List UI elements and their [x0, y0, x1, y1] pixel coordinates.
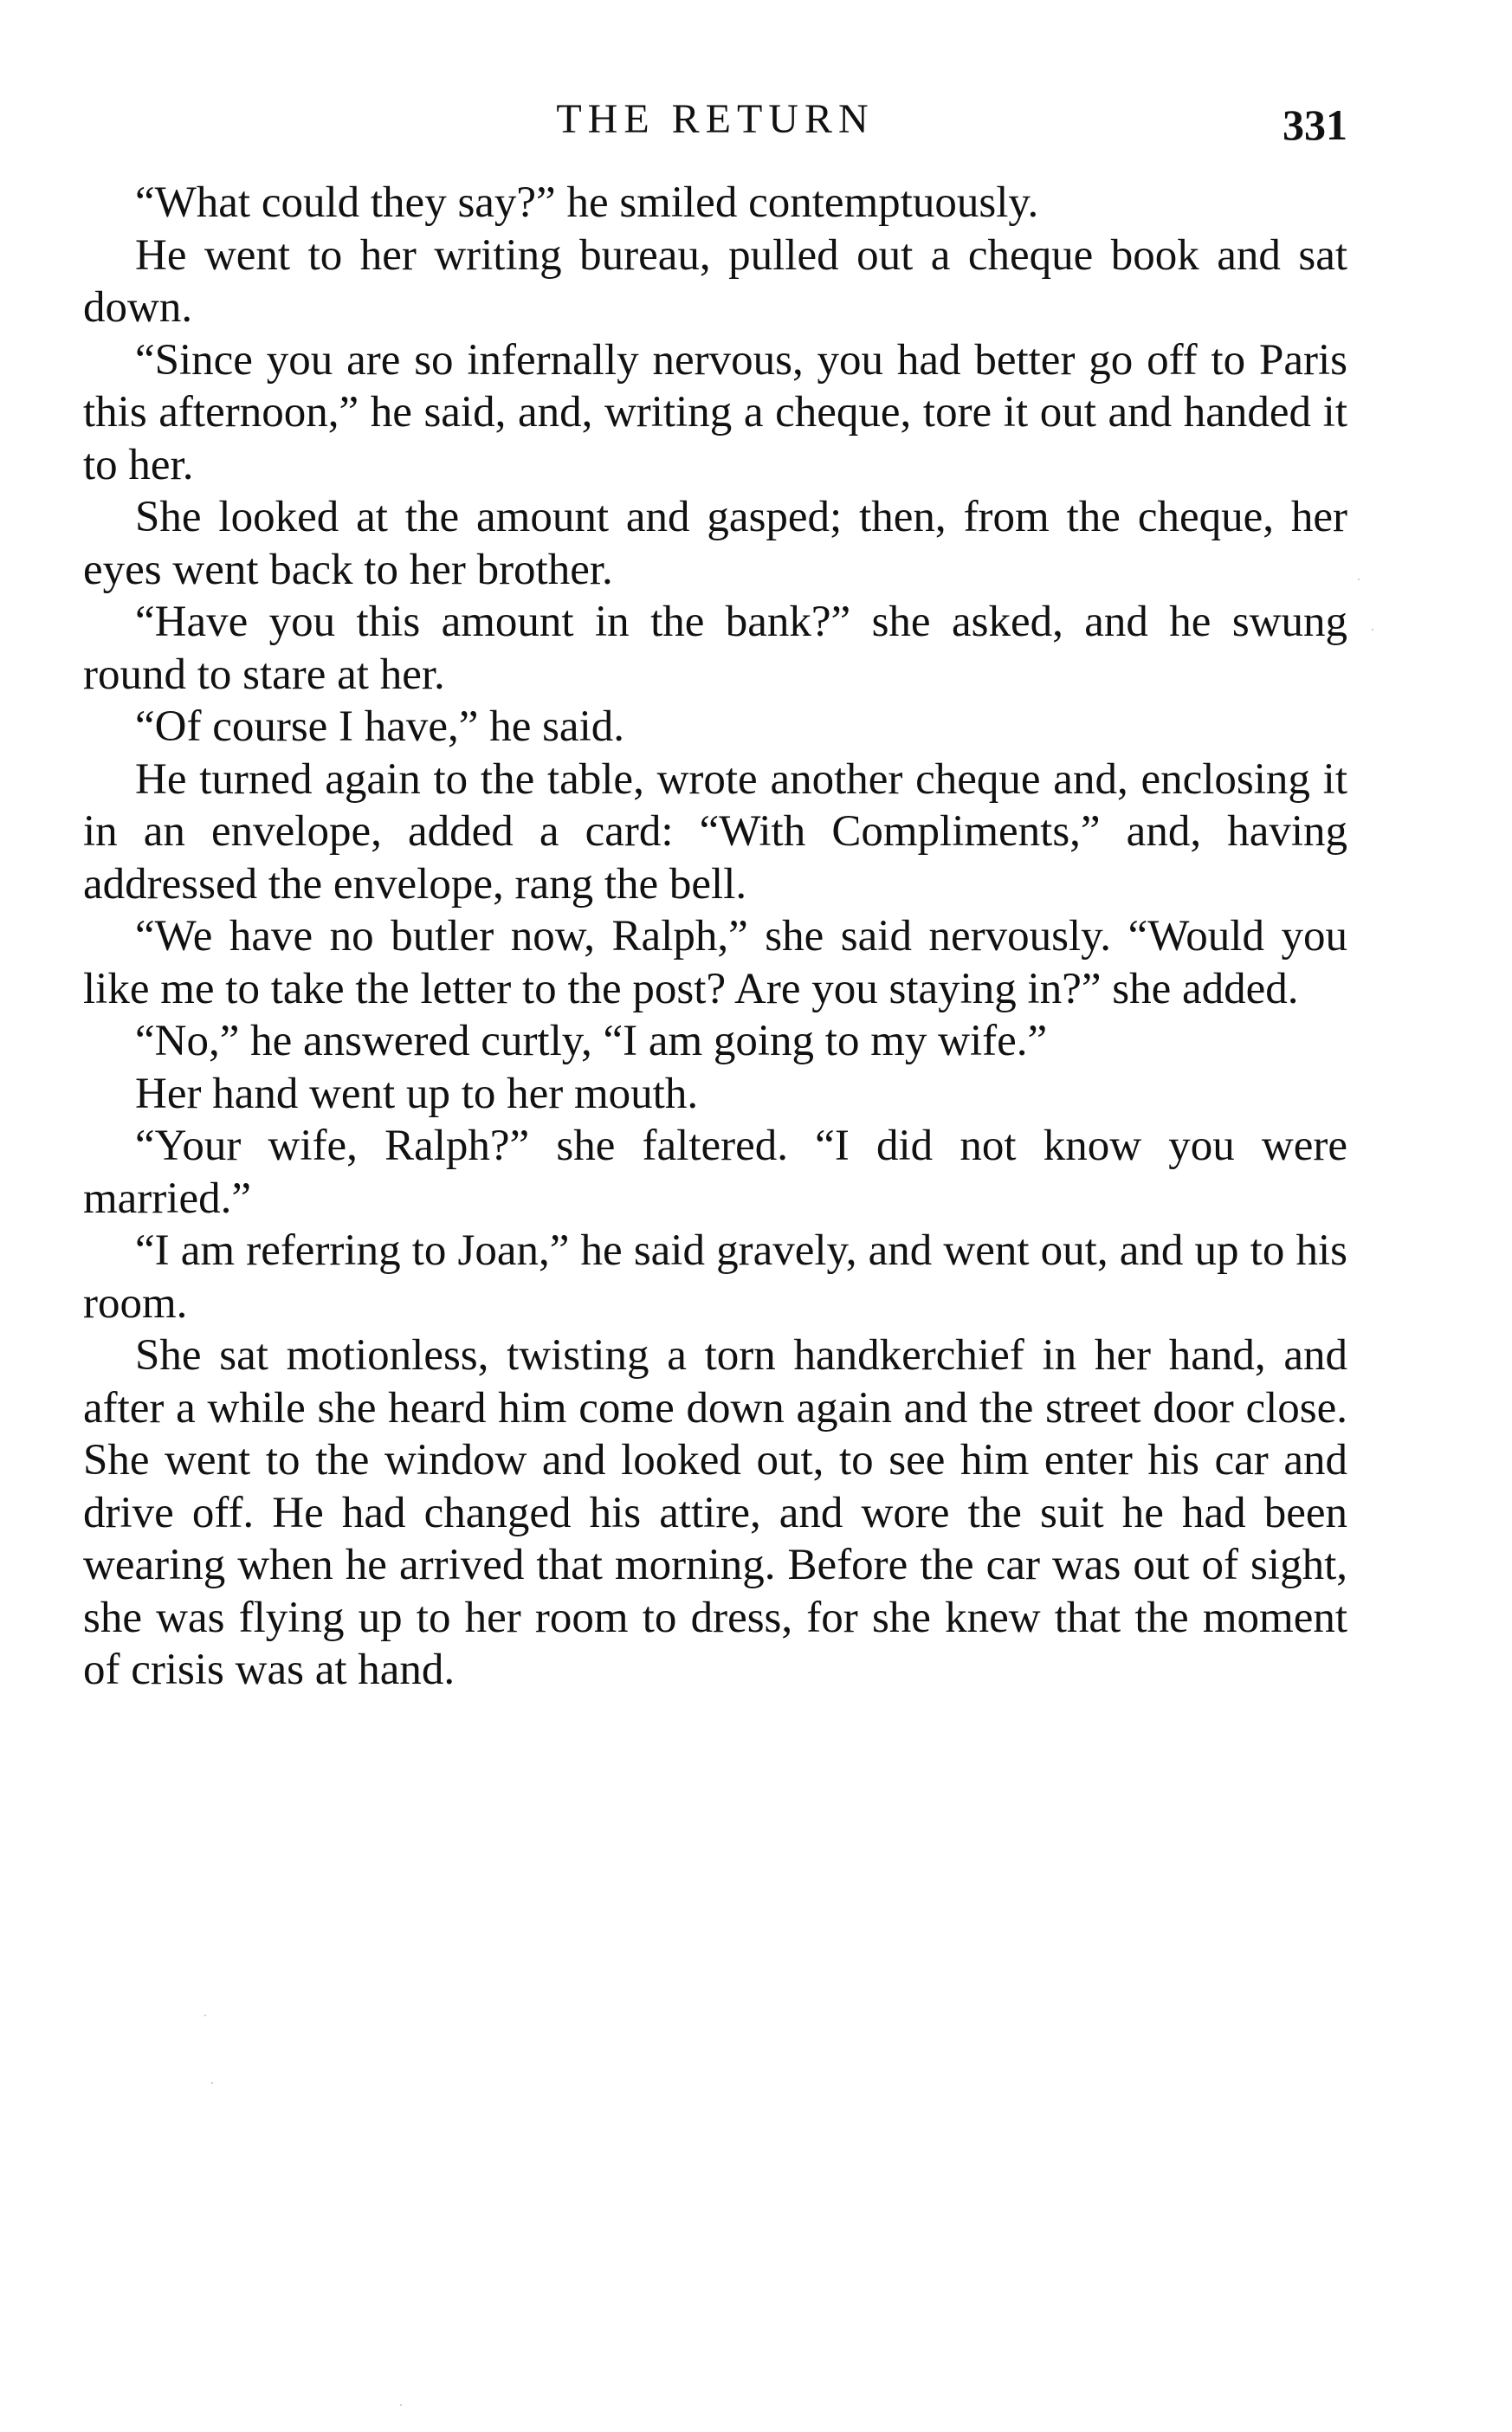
paragraph: “What could they say?” he smiled contemptuously.: [135, 178, 1039, 227]
paragraph: She sat motionless, twisting a torn handkerchief in her hand, and after a while she heard him come down again and the street door close. She went to the window and looked out, to see him enter his car and drive off. He had changed his attire, and wore the suit he had been wearing when he arrived that morning. Before the car was out of sight, she was flying up to her room to dress, for she knew that the moment of crisis was at hand.: [83, 1331, 1347, 1694]
paragraph: “Your wife, Ralph?” she faltered. “I did not know you were married.”: [83, 1122, 1347, 1223]
paragraph: “We have no butler now, Ralph,” she said nervously. “Would you like me to take the letter to the post? Are you staying in?” she added.: [83, 912, 1347, 1013]
paragraph: “Have you this amount in the bank?” she asked, and he swung round to stare at her.: [83, 598, 1347, 699]
running-title: THE RETURN: [556, 96, 875, 142]
paragraph: Her hand went up to her mouth.: [135, 1069, 699, 1118]
paper-speck: [1358, 579, 1360, 580]
paper-speck: [211, 2082, 213, 2084]
paragraph: She looked at the amount and gasped; then, from the cheque, her eyes went back to her brother.: [83, 493, 1347, 594]
paper-speck: [400, 2404, 402, 2406]
running-head: [83, 94, 1347, 149]
paragraph: He turned again to the table, wrote another cheque and, enclosing it in an envelope, added a card: “With Compliments,” and, having addressed the envelope, rang the bell.: [83, 754, 1347, 909]
page-number: 331: [1283, 100, 1347, 149]
paper-speck: [1372, 629, 1373, 631]
paper-speck: [204, 2015, 206, 2016]
body-text: [83, 177, 1347, 1697]
paragraph: He went to her writing bureau, pulled out a cheque book and sat down.: [83, 230, 1347, 332]
paragraph: “Since you are so infernally nervous, you had better go off to Paris this afternoon,” he said, and, writing a cheque, tore it out and handed it to her.: [83, 335, 1347, 489]
paragraph: “I am referring to Joan,” he said gravely, and went out, and up to his room.: [83, 1226, 1347, 1328]
paragraph: “Of course I have,” he said.: [135, 702, 624, 751]
paragraph: “No,” he answered curtly, “I am going to my wife.”: [135, 1017, 1048, 1065]
